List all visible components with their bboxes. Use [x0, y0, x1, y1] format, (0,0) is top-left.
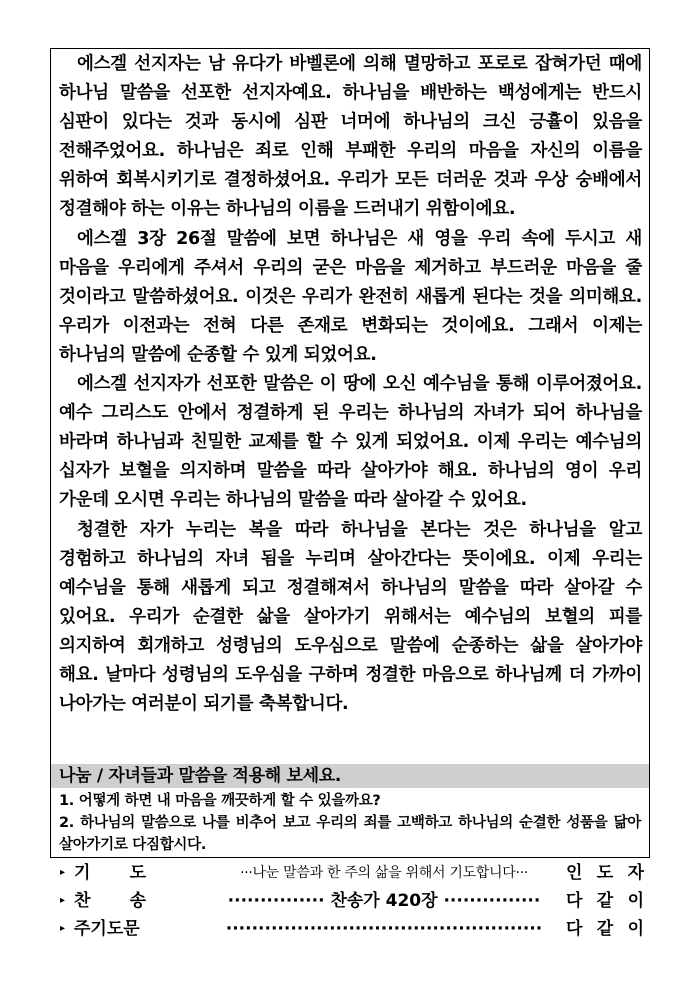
- paragraph: 에스겔 3장 26절 말씀에 보면 하나님은 새 영을 우리 속에 두시고 새 마음을 우리에게 주셔서 우리의 굳은 마음을 제거하고 부드러운 마음을 줄 것이라고 말씀하셨어요. 이것은 우리가 완전히 새롭게 된다는 것을 의미해요. 우리가 이전과는 전혀 다른 존재로 변화되는 것이에요. 그래서 이제는 하나님의 말씀에 순종할 수 있게 되었어요.: [59, 228, 642, 365]
- order-leader: 다 같 이: [566, 919, 644, 939]
- share-questions: [59, 790, 641, 856]
- order-leader: 인 도 자: [566, 863, 644, 883]
- paragraph: 청결한 자가 누리는 복을 따라 하나님을 본다는 것은 하나님을 알고 경험하고 하나님의 자녀 됨을 누리며 살아간다는 뜻이에요. 이제 우리는 예수님을 통해 새롭게 되고 정결해져서 하나님의 말씀을 따라 살아갈 수 있어요. 우리가 순결한 삶을 살아가기 위해서는 예수님의 보혈의 피를 의지하여 회개하고 성령님의 도우심으로 말씀에 순종하는 삶을 살아가야 해요. 날마다 성령님의 도우심을 구하며 정결한 마음으로 하나님께 더 가까이 나아가는 여러분이 되기를 축복합니다.: [59, 519, 642, 715]
- order-label: 주기도문: [74, 919, 140, 939]
- order-row-hymn: [60, 888, 644, 914]
- sermon-body: [59, 50, 642, 719]
- triangle-bullet-icon: ▸: [60, 895, 66, 906]
- order-row-prayer: [60, 860, 644, 886]
- share-title: 나눔 / 자녀들과 말씀을 적용해 보세요.: [59, 766, 341, 786]
- order-leader: 다 같 이: [566, 891, 644, 911]
- order-row-lords-prayer: [60, 916, 644, 942]
- order-description: ··············· 찬송가 420장 ···············: [227, 891, 541, 911]
- triangle-bullet-icon: ▸: [60, 923, 66, 934]
- question-item: 2. 하나님의 말씀으로 나를 비추어 보고 우리의 죄를 고백하고 하나님의 순결한 성품을 닮아 살아가기로 다짐합시다.: [59, 815, 641, 853]
- triangle-bullet-icon: ▸: [60, 867, 66, 878]
- order-label: 찬 송: [74, 891, 146, 911]
- order-description: ···나눈 말씀과 한 주의 삶을 위해서 기도합니다···: [240, 865, 528, 881]
- order-description: ·················································: [225, 919, 543, 939]
- paragraph: 에스겔 선지자가 선포한 말씀은 이 땅에 오신 예수님을 통해 이루어졌어요. 예수 그리스도 안에서 정결하게 된 우리는 하나님의 자녀가 되어 하나님을 바라며 하나님과 친밀한 교제를 할 수 있게 되었어요. 이제 우리는 예수님의 십자가 보혈을 의지하며 말씀을 따라 살아가야 해요. 하나님의 영이 우리 가운데 오시면 우리는 하나님의 말씀을 따라 살아갈 수 있어요.: [59, 374, 642, 511]
- paragraph: 에스겔 선지자는 남 유다가 바벨론에 의해 멸망하고 포로로 잡혀가던 때에 하나님 말씀을 선포한 선지자예요. 하나님을 배반하는 백성에게는 반드시 심판이 있다는 것과 동시에 심판 너머에 하나님의 크신 긍휼이 있음을 전해주었어요. 하나님은 죄로 인해 부패한 우리의 마음을 자신의 이름을 위하여 회복시키기로 결정하셨어요. 우리가 모든 더러운 것과 우상 숭배에서 정결해야 하는 이유는 하나님의 이름을 드러내기 위함이에요.: [59, 54, 642, 220]
- order-label: 기 도: [74, 863, 146, 883]
- question-item: 1. 어떻게 하면 내 마음을 깨끗하게 할 수 있을까요?: [59, 793, 381, 809]
